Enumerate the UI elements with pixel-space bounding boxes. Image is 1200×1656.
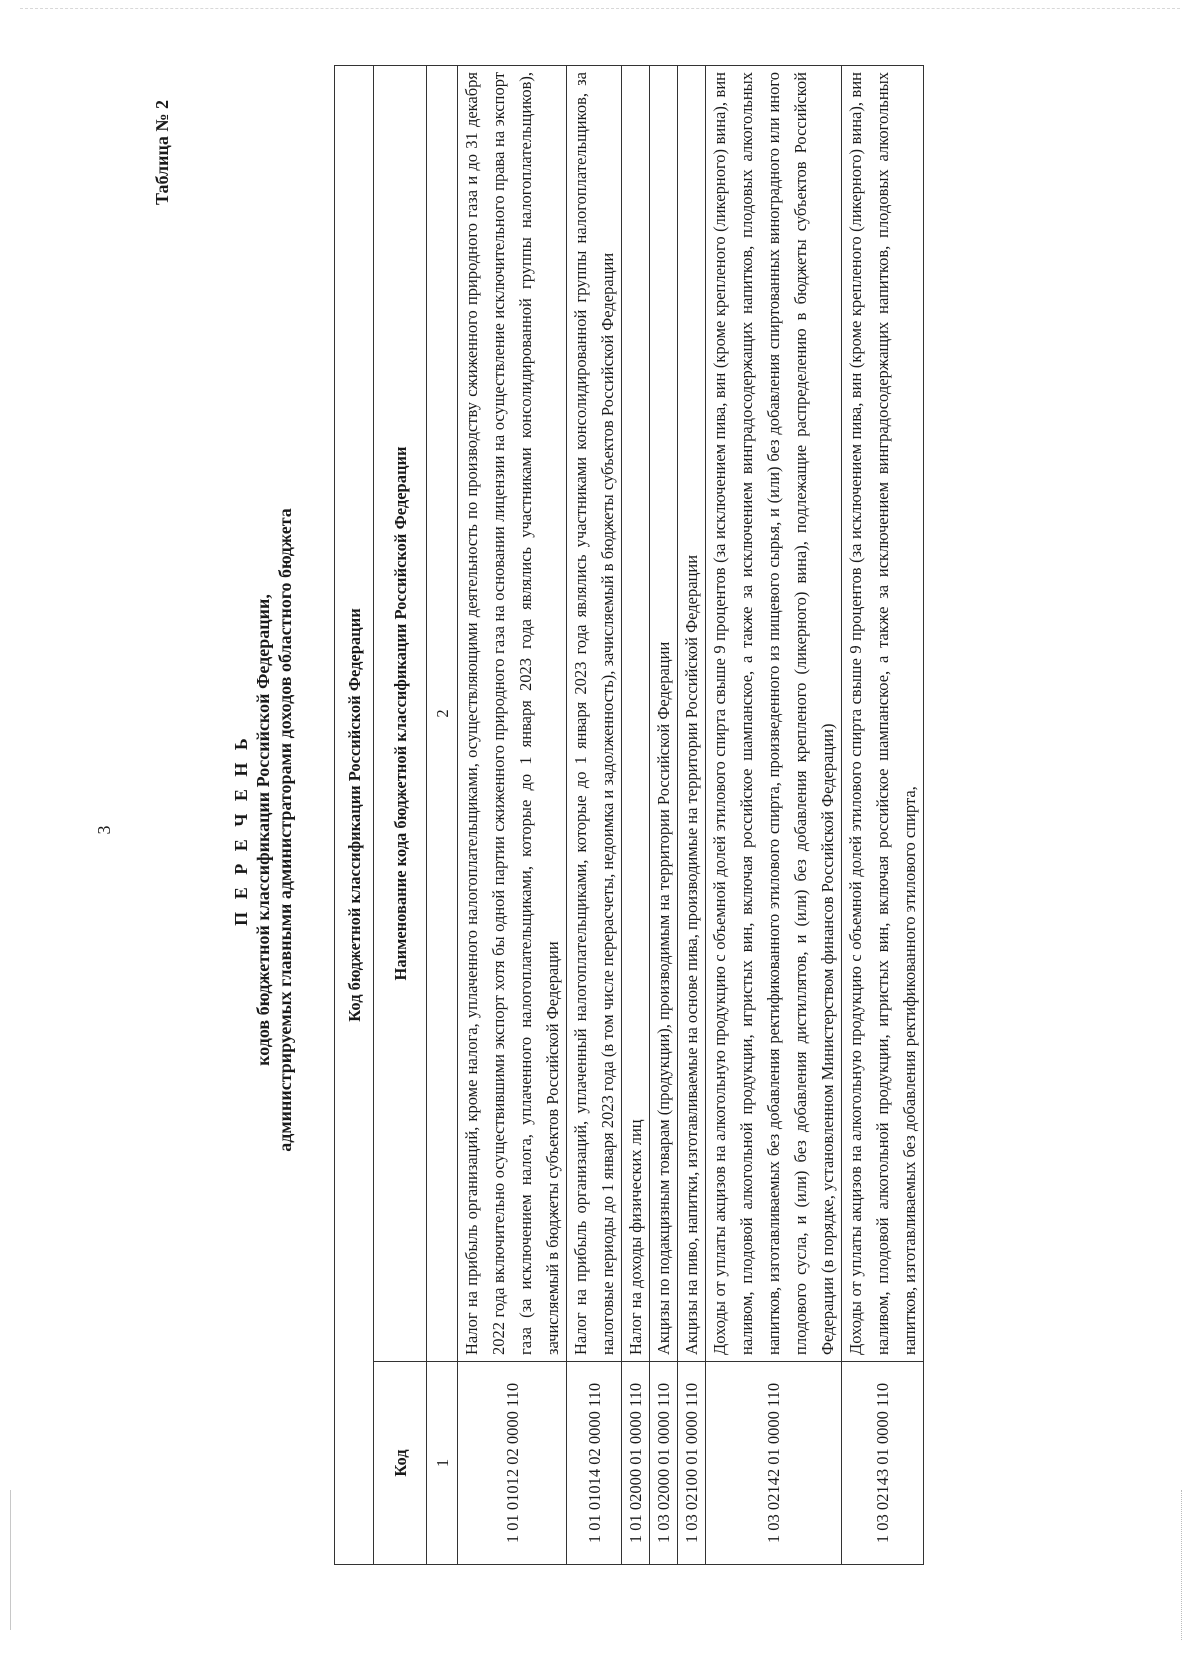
row-code: 1 01 01012 02 0000 110 — [458, 1362, 567, 1565]
column-header-code: Код — [374, 1362, 427, 1565]
column-number-1: 1 — [427, 1362, 458, 1565]
page-number: 3 — [94, 825, 114, 835]
row-name: Акцизы по подакцизным товарам (продукции), производимым на территории Российской Федерации — [650, 66, 678, 1362]
row-code: 1 03 02143 01 0000 110 — [842, 1362, 924, 1565]
row-code: 1 01 02000 01 0000 110 — [622, 1362, 650, 1565]
row-name: Доходы от уплаты акцизов на алкогольную продукцию с объемной долей этилового спирта свыше 9 процентов (за исключением пива, вин (кроме крепленого (ликерного) вина), вин наливом, плодовой алкогольной продукции, игристых вин, включая российское шампанское, а также за исключением винградосодержащих напитков, плодовых алкогольных напитков, изготавливаемых без добавления ректификованного этилового спирта, произведенного из пищевого сырья, и (или) без добавления спиртованных виноградного или иного плодового сусла, и (или) без добавления дистиллятов, и (или) без добавления крепленого (ликерного) вина), подлежащие распределению в бюджеты субъектов Российской Федерации (в порядке, установленном Министерством финансов Российской Федерации) — [706, 66, 842, 1362]
row-name: Налог на прибыль организаций, кроме налога, уплаченного налогоплательщиками, осуществляющими деятельность по производству сжиженного природного газа и до 31 декабря 2022 года включительно осуществившими экспорт хотя бы одной партии сжиженного природного газа на основании лицензии на осуществление исключительного права на экспорт газа (за исключением налога, уплаченного налогоплательщиками, которые до 1 января 2023 года являлись участниками консолидированной группы налогоплательщиков), зачисляемый в бюджеты субъектов Российской Федерации — [458, 66, 567, 1362]
table-row — [622, 66, 650, 1565]
title-line-1: П Е Р Е Ч Е Н Ь — [231, 734, 251, 926]
column-number-2: 2 — [427, 66, 458, 1362]
scan-edge-left — [10, 1490, 11, 1630]
document-title — [230, 10, 296, 1650]
table-row — [706, 66, 842, 1565]
title-line-3: администрируемых главными администраторами доходов областного бюджета — [275, 508, 295, 1152]
title-line-2: кодов бюджетной классификации Российской Федерации, — [253, 594, 273, 1066]
table-group-header-row — [335, 66, 374, 1565]
scan-edge-top — [20, 8, 1180, 9]
column-header-name: Наименование кода бюджетной классификации Российской Федерации — [374, 66, 427, 1362]
row-name: Налог на прибыль организаций, уплаченный налогоплательщиками, которые до 1 января 2023 года являлись участниками консолидированной группы налогоплательщиков, за налоговые периоды до 1 января 2023 года (в том числе перерасчеты, недоимка и задолженность), зачисляемый в бюджеты субъектов Российской Федерации — [567, 66, 622, 1362]
column-number-row — [427, 66, 458, 1565]
codes-table — [334, 65, 924, 1565]
group-header: Код бюджетной классификации Российской Федерации — [335, 66, 374, 1565]
table-row — [678, 66, 706, 1565]
row-name: Налог на доходы физических лиц — [622, 66, 650, 1362]
row-code: 1 03 02142 01 0000 110 — [706, 1362, 842, 1565]
row-code: 1 01 01014 02 0000 110 — [567, 1362, 622, 1565]
table-column-header-row — [374, 66, 427, 1565]
document-page — [12, 10, 1182, 1650]
row-name: Акцизы на пиво, напитки, изготавливаемые на основе пива, производимые на территории Российской Федерации — [678, 66, 706, 1362]
table-row — [842, 66, 924, 1565]
row-code: 1 03 02000 01 0000 110 — [650, 1362, 678, 1565]
table-label: Таблица № 2 — [152, 100, 172, 206]
table-row — [650, 66, 678, 1565]
table-row — [458, 66, 567, 1565]
row-code: 1 03 02100 01 0000 110 — [678, 1362, 706, 1565]
row-name: Доходы от уплаты акцизов на алкогольную продукцию с объемной долей этилового спирта свыше 9 процентов (за исключением пива, вин (кроме крепленого (ликерного) вина), вин наливом, плодовой алкогольной продукции, игристых вин, включая российское шампанское, а также за исключением винградосодержащих напитков, плодовых алкогольных напитков, изготавливаемых без добавления ректификованного этилового спирта, — [842, 66, 924, 1362]
table-row — [567, 66, 622, 1565]
